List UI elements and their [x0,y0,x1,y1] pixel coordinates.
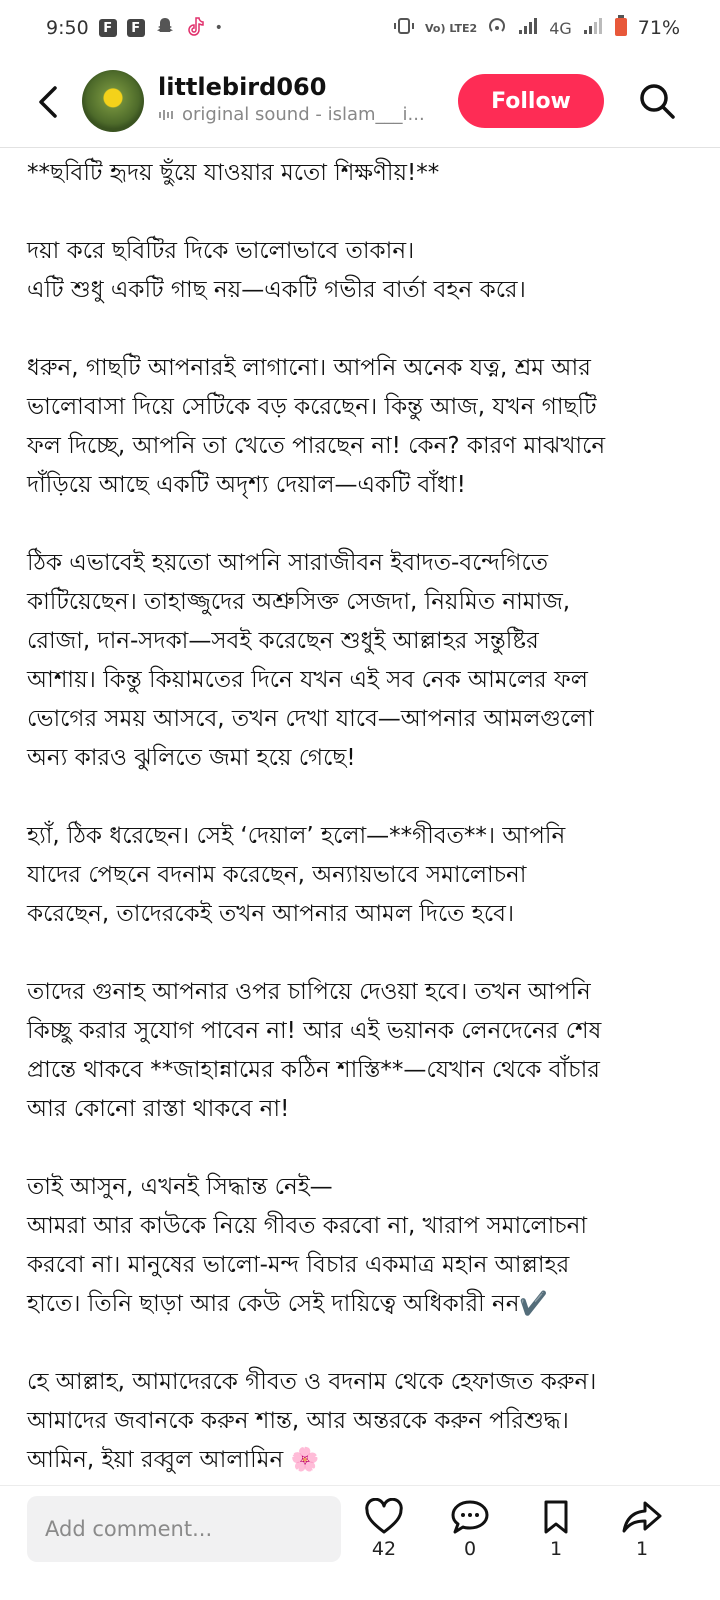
share-button[interactable] [612,1498,672,1560]
signal-icon-2 [582,16,604,41]
sound-name: original sound - islam___i... [182,104,425,125]
caption-paragraph [27,232,699,310]
post-caption [27,154,699,1480]
chevron-left-icon [35,84,59,120]
status-right [393,15,680,42]
caption-line: ঠিক এভাবেই হয়তো আপনি সারাজীবন ইবাদত-বন্দেগিতে [27,550,548,576]
battery-icon [614,15,628,42]
like-button[interactable] [354,1498,414,1560]
caption-line: যাদের পেছনে বদনাম করেছেন, অন্যায়ভাবে সমালোচনা [27,862,527,888]
caption-line: **ছবিটি হৃদয় ছুঁয়ে যাওয়ার মতো শিক্ষণীয়!** [27,160,440,186]
caption-line: দয়া করে ছবিটির দিকে ভালোভাবে তাকান। [27,238,415,264]
notification-dot: • [214,20,223,36]
caption-line: আশায়। কিন্তু কিয়ামতের দিনে যখন এই সব নেক আমলের ফল [27,667,588,693]
caption-paragraph [27,544,699,778]
follow-button[interactable]: Follow [458,74,604,128]
facebook-icon: F [99,19,117,37]
snapchat-icon [155,16,175,41]
caption-line: এটি শুধু একটি গাছ নয়—একটি গভীর বার্তা বহন করে। [27,277,526,303]
network-type: 4G [549,18,572,38]
caption-line: আমিন, ইয়া রব্বুল আলামিন 🌸 [27,1447,320,1473]
caption-line: হে আল্লাহ, আমাদেরকে গীবত ও বদনাম থেকে হেফাজত করুন। [27,1369,597,1395]
tiktok-icon [185,16,205,41]
bookmark-count: 1 [549,1538,563,1560]
comment-icon [450,1498,490,1536]
caption-line: প্রান্তে থাকবে **জাহান্নামের কঠিন শাস্তি**—যেখান থেকে বাঁচার [27,1057,600,1083]
battery-percent: 71% [637,17,680,39]
caption-line: করেছেন, তাদেরকেই তখন আপনার আমল দিতে হবে। [27,901,515,927]
comment-button[interactable] [440,1498,500,1560]
caption-line: ভোগের সময় আসবে, তখন দেখা যাবে—আপনার আমলগুলো [27,706,594,732]
caption-paragraph [27,1363,699,1480]
like-count: 42 [371,1538,397,1560]
status-time: 9:50 [46,17,89,39]
caption-line: আর কোনো রাস্তা থাকবে না! [27,1096,290,1122]
sound-wave-icon [158,108,176,122]
share-count: 1 [635,1538,649,1560]
caption-line: দাঁড়িয়ে আছে একটি অদৃশ্য দেয়াল—একটি বাঁধা! [27,472,466,498]
search-icon [638,82,676,120]
bookmark-icon [539,1498,573,1536]
caption-line: হ্যাঁ, ঠিক ধরেছেন। সেই ‘দেয়াল’ হলো—**গীবত**। আপনি [27,823,566,849]
username[interactable]: littlebird060 [158,73,327,101]
status-left [46,16,223,41]
bookmark-button[interactable] [526,1498,586,1560]
caption-line: তাই আসুন, এখনই সিদ্ধান্ত নেই— [27,1174,333,1200]
caption-line: রোজা, দান-সদকা—সবই করেছেন শুধুই আল্লাহর সন্তুষ্টির [27,628,539,654]
heart-icon [364,1498,404,1536]
caption-paragraph [27,154,699,193]
user-info [158,72,448,125]
bottom-action-bar [0,1485,720,1600]
caption-paragraph [27,817,699,934]
comment-input[interactable] [27,1496,341,1562]
volte-label: Vo) LTE2 [425,21,478,35]
caption-line: কিচ্ছু করার সুযোগ পাবেন না! আর এই ভয়ানক লেনদেনের শেষ [27,1018,602,1044]
post-header [0,62,720,148]
caption-line: আমরা আর কাউকে নিয়ে গীবত করবো না, খারাপ সমালোচনা [27,1213,588,1239]
search-button[interactable] [636,80,678,122]
caption-line: ভালোবাসা দিয়ে সেটিকে বড় করেছেন। কিন্তু আজ, যখন গাছটি [27,394,597,420]
caption-line: তাদের গুনাহ আপনার ওপর চাপিয়ে দেওয়া হবে। তখন আপনি [27,979,591,1005]
status-bar [0,0,720,56]
hotspot-icon [487,16,507,41]
back-button[interactable] [30,82,64,122]
caption-paragraph [27,1168,699,1324]
vibrate-icon [393,16,415,41]
share-icon [621,1498,663,1536]
facebook-icon: F [127,19,145,37]
caption-paragraph [27,973,699,1129]
caption-line: আমাদের জবানকে করুন শান্ত, আর অন্তরকে করুন পরিশুদ্ধ। [27,1408,569,1434]
sound-link[interactable] [158,104,448,125]
caption-line: হাতে। তিনি ছাড়া আর কেউ সেই দায়িত্বে অধিকারী নন✔️ [27,1291,549,1317]
comment-count: 0 [463,1538,477,1560]
caption-paragraph [27,349,699,505]
signal-icon [517,16,539,41]
avatar[interactable] [82,70,144,132]
caption-line: কাটিয়েছেন। তাহাজ্জুদের অশ্রুসিক্ত সেজদা, নিয়মিত নামাজ, [27,589,571,615]
caption-line: ধরুন, গাছটি আপনারই লাগানো। আপনি অনেক যত্ন, শ্রম আর [27,355,591,381]
caption-line: করবো না। মানুষের ভালো-মন্দ বিচার একমাত্র মহান আল্লাহর [27,1252,570,1278]
caption-line: ফল দিচ্ছে, আপনি তা খেতে পারছেন না! কেন? কারণ মাঝখানে [27,433,606,459]
caption-line: অন্য কারও ঝুলিতে জমা হয়ে গেছে! [27,745,356,771]
